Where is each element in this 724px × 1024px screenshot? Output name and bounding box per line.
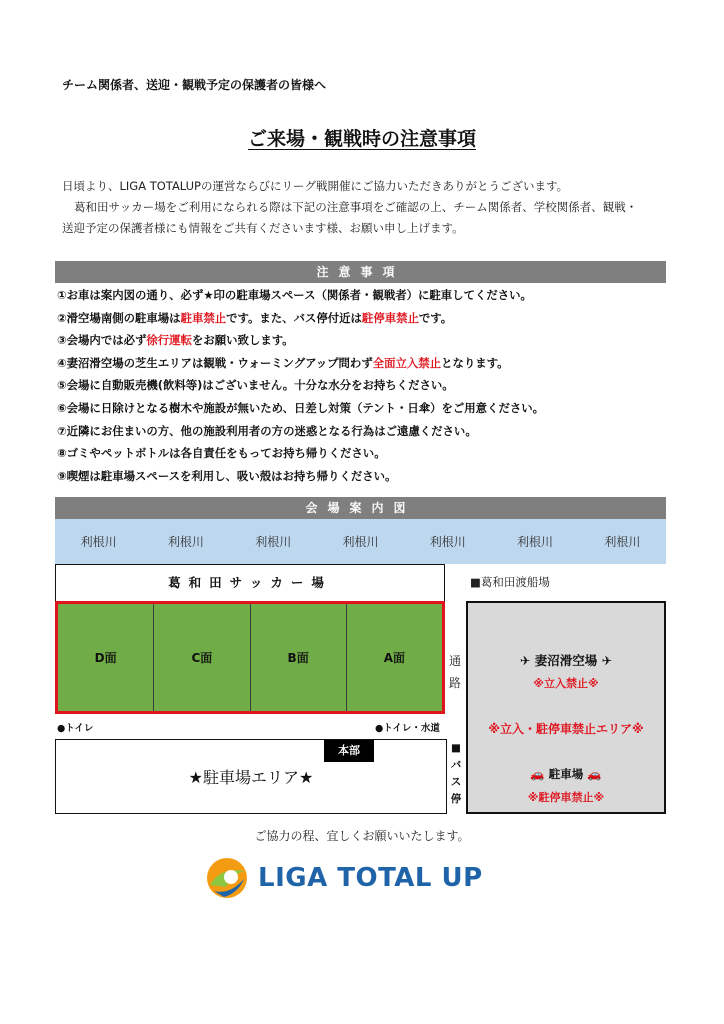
bus-stop-char: 停 [450, 793, 462, 805]
river-label: 利根川 [255, 535, 292, 549]
toilet-water-label: ●トイレ・水道 [375, 723, 440, 734]
note-text: です。 [418, 310, 453, 325]
note-item [57, 445, 544, 468]
bus-stop-char: バ [450, 759, 462, 771]
intro-line: 日頃より、LIGA TOTALUPの運営ならびにリーグ戦開催にご協力いただきありがとうございます。 [62, 179, 569, 193]
headquarters-badge: 本部 [324, 740, 374, 762]
addressee: チーム関係者、送迎・観戦予定の保護者の皆様へ [62, 78, 327, 92]
parking-lot-label: 🚗 駐車場 🚗 [530, 767, 602, 781]
bus-stop-char: ■ [451, 742, 461, 754]
note-text: となります。 [441, 355, 509, 370]
map-heading: 会場案内図 [55, 497, 666, 519]
note-text: ③会場内では必ず [57, 333, 147, 348]
river-label: 利根川 [80, 535, 117, 549]
pitch-a: A面 [383, 651, 406, 665]
note-text: ⑧ゴミやペットボトルは各自責任をもってお持ち帰りください。 [57, 446, 386, 461]
note-highlight: 駐車禁止 [180, 310, 227, 325]
note-text: ①お車は案内図の通り、必ず★印の駐車場スペース（関係者・観戦者）に駐車してください。 [57, 288, 532, 302]
pitch-d: D面 [58, 604, 154, 711]
field-title: 葛和田サッカー場 [55, 564, 445, 601]
note-text: ⑥会場に日除けとなる樹木や施設が無いため、日差し対策（テント・日傘）をご用意ください。 [57, 400, 545, 415]
airfield-no-entry: ※立入禁止※ [533, 677, 599, 690]
note-item [57, 355, 544, 378]
intro-text [62, 176, 672, 239]
passage-char: 路 [448, 676, 461, 690]
closing-text: ご協力の程、宜しくお願いいたします。 [254, 829, 470, 843]
pitch-c: C面 [154, 604, 250, 711]
parking-area [55, 739, 447, 814]
river-label: 利根川 [167, 535, 204, 549]
logo-mark-icon [204, 855, 250, 901]
liga-logo [204, 854, 524, 902]
river-label: 利根川 [604, 535, 641, 549]
pitch-area [55, 601, 445, 714]
note-text: ④妻沼滑空場の芝生エリアは観戦・ウォーミングアップ問わず [57, 355, 373, 370]
note-highlight: 徐行運転 [146, 333, 192, 348]
bus-stop-char: ス [450, 776, 462, 788]
logo-text: LIGA TOTAL UP [258, 863, 483, 893]
note-text: です。また、バス停付近は [226, 310, 362, 325]
pitch-b: B面 [251, 604, 347, 711]
river-label: 利根川 [517, 535, 554, 549]
page-title: ご来場・観戦時の注意事項 [247, 128, 476, 150]
note-highlight: 駐停車禁止 [361, 310, 419, 325]
bus-stop-label [449, 740, 463, 808]
river-label: 利根川 [342, 535, 379, 549]
note-highlight: 全面立入禁止 [372, 355, 442, 370]
passage-char: 通 [448, 654, 461, 668]
airfield-zone [466, 601, 666, 814]
note-text: ⑤会場に自動販売機(飲料等)はございません。十分な水分をお持ちください。 [57, 378, 454, 393]
intro-line: 送迎予定の保護者様にも情報をご共有くださいます様、お願い申し上げます。 [62, 221, 464, 235]
note-item [57, 423, 544, 446]
note-item [57, 310, 544, 333]
airfield-label: ✈ 妻沼滑空場 ✈ [519, 653, 613, 668]
no-entry-zone-label: ※立入・駐停車禁止エリア※ [488, 722, 644, 736]
river-band [55, 519, 666, 564]
parking-area-label: ★駐車場エリア★ [188, 768, 314, 787]
note-item [57, 287, 544, 310]
note-item [57, 468, 544, 491]
note-text: をお願い致します。 [191, 333, 294, 348]
note-item [57, 400, 544, 423]
passage-label [447, 650, 463, 694]
ferry-label: ■葛和田渡船場 [470, 575, 550, 589]
parking-lot-no-parking: ※駐停車禁止※ [527, 791, 605, 804]
notes-heading: 注意事項 [55, 261, 666, 283]
note-text: ⑦近隣にお住まいの方、他の施設利用者の方の迷惑となる行為はご遠慮ください。 [57, 423, 477, 438]
note-text: ⑨喫煙は駐車場スペースを利用し、吸い殻はお持ち帰りください。 [57, 468, 397, 483]
intro-line: 葛和田サッカー場をご利用になられる際は下記の注意事項をご確認の上、チーム関係者、学校関係者、観戦・ [74, 200, 638, 214]
note-item [57, 332, 544, 355]
notes-list [57, 287, 544, 490]
note-item [57, 377, 544, 400]
river-label: 利根川 [429, 535, 466, 549]
note-text: ②滑空場南側の駐車場は [57, 310, 181, 325]
toilet-left-label: ●トイレ [57, 723, 94, 734]
